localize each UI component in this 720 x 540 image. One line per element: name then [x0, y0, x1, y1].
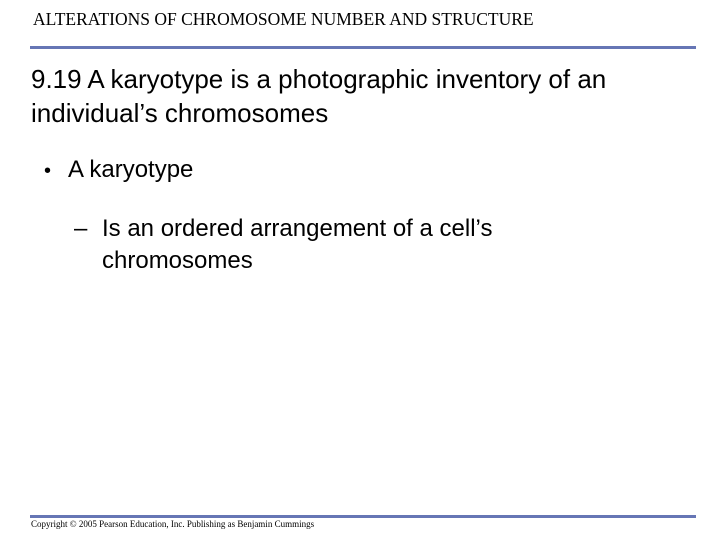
bullet-text: A karyotype: [68, 156, 194, 183]
slide-title: 9.19 A karyotype is a photographic inventory of an individual’s chromosomes: [31, 64, 607, 128]
bullet-icon: •: [44, 160, 52, 182]
sub-bullet-text: Is an ordered arrangement of a cell’s chromosomes: [102, 215, 493, 274]
copyright-notice: Copyright © 2005 Pearson Education, Inc. Publishing as Benjamin Cummings: [31, 519, 315, 529]
sub-bullet-item: [74, 213, 634, 277]
section-header: ALTERATIONS OF CHROMOSOME NUMBER AND STRUCTURE: [33, 9, 534, 29]
dash-icon: –: [74, 215, 88, 242]
footer-divider: [30, 515, 696, 518]
bullet-item: [44, 155, 193, 186]
header-divider: [30, 46, 696, 49]
